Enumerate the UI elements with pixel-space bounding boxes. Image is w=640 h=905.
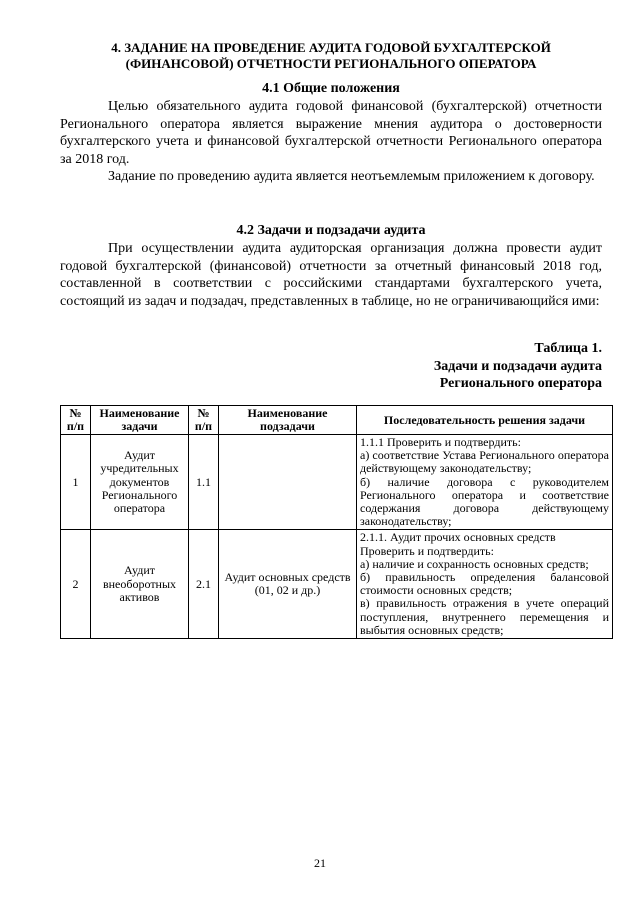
sequence-line: а) соответствие Устава Регионального оператора действующему законодательству; xyxy=(360,448,609,476)
section-general-paragraph-2: Задание по проведению аудита является неотъемлемым приложением к договору. xyxy=(108,169,595,184)
header-sub-num: № п/п xyxy=(189,406,219,435)
header-num: № п/п xyxy=(61,406,91,435)
cell-task-name: Аудит внеоборотных активов xyxy=(91,530,189,639)
cell-num: 1 xyxy=(61,435,91,530)
table-header-row xyxy=(61,406,613,435)
sequence-line: б) правильность определения балансовой стоимости основных средств; xyxy=(360,570,609,598)
document-title xyxy=(60,40,602,72)
page-number: 21 xyxy=(314,856,326,870)
cell-subtask-name xyxy=(219,435,357,530)
section-title-general: 4.1 Общие положения xyxy=(262,81,400,96)
sequence-line: а) наличие и сохранность основных средств; xyxy=(360,556,589,571)
tasks-table xyxy=(60,405,613,639)
cell-num: 2 xyxy=(61,530,91,639)
cell-task-name: Аудит учредительных документов Регионального оператора xyxy=(91,435,189,530)
sequence-line: Проверить и подтвердить: xyxy=(360,543,494,558)
cell-sub-num: 1.1 xyxy=(189,435,219,530)
table-row xyxy=(61,435,613,530)
document-title-line-1: 4. ЗАДАНИЕ НА ПРОВЕДЕНИЕ АУДИТА ГОДОВОЙ БУХГАЛТЕРСКОЙ xyxy=(111,40,551,55)
document-title-line-2: (ФИНАНСОВОЙ) ОТЧЕТНОСТИ РЕГИОНАЛЬНОГО ОПЕРАТОРА xyxy=(125,56,537,71)
sequence-line: б) наличие договора с руководителем Регионального оператора и соответствие содержания договора действующему законодательству; xyxy=(360,474,609,529)
cell-sequence xyxy=(357,530,613,639)
cell-subtask-name: Аудит основных средств (01, 02 и др.) xyxy=(219,530,357,639)
section-general-paragraph-1: Целью обязательного аудита годовой финансовой (бухгалтерской) отчетности Регионального оператора является выражение мнения аудитора о достоверности бухгалтерского учета и финансовой бухгалтерской отчетности Регионального оператора за 2018 год. xyxy=(60,99,602,167)
header-task-name: Наименование задачи xyxy=(91,406,189,435)
section-tasks-paragraph: При осуществлении аудита аудиторская организация должна провести аудит годовой бухгалтерской (финансовой) отчетности за отчетный финансовый 2018 год, составленной в соответствии с российскими стандартами бухгалтерского учета, состоящий из задач и подзадач, представленных в таблице, но не ограничивающийся ими: xyxy=(60,241,602,309)
table-caption xyxy=(434,340,602,393)
cell-sequence xyxy=(357,435,613,530)
table-caption-line-2: Задачи и подзадачи аудита xyxy=(433,358,602,374)
header-sequence: Последовательность решения задачи xyxy=(357,406,613,435)
cell-sub-num: 2.1 xyxy=(189,530,219,639)
table-caption-line-1: Таблица 1. xyxy=(534,341,602,356)
table-caption-line-3: Регионального оператора xyxy=(439,376,602,391)
header-subtask-name: Наименование подзадачи xyxy=(219,406,357,435)
section-title-tasks: 4.2 Задачи и подзадачи аудита xyxy=(236,223,426,238)
sequence-line: в) правильность отражения в учете операций поступления, внутреннего перемещения и выбытия основных средств; xyxy=(360,596,609,637)
sequence-line: 2.1.1. Аудит прочих основных средств xyxy=(360,530,556,545)
table-row xyxy=(61,530,613,639)
sequence-line: 1.1.1 Проверить и подтвердить: xyxy=(360,435,521,449)
